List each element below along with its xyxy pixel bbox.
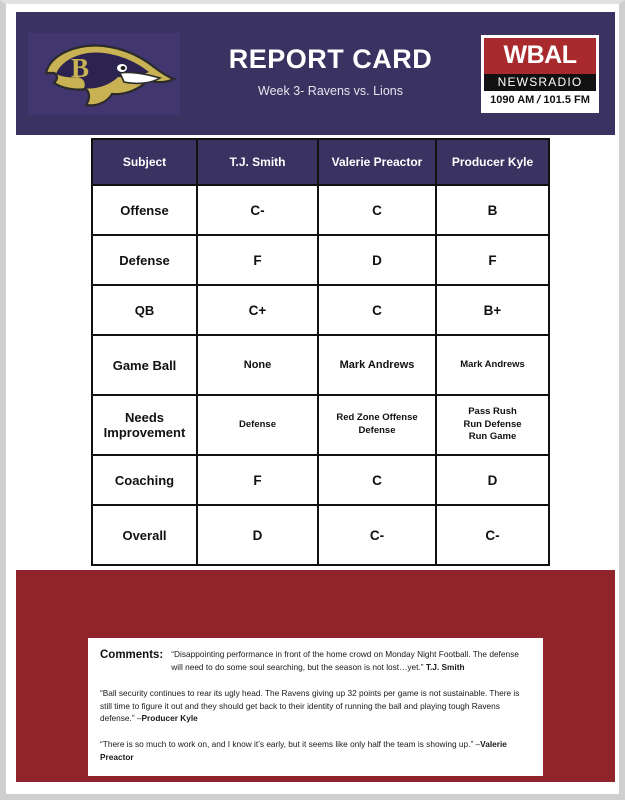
wbal-frequency-block <box>484 91 596 110</box>
grade-cell: C+ <box>197 285 318 335</box>
comment-body: “There is so much to work on, and I know it’s early, but it seems like only half the team is showing up.” – <box>100 739 481 750</box>
page-header <box>16 12 615 135</box>
grade-cell: B+ <box>436 285 549 335</box>
grade-cell: Defense <box>197 395 318 455</box>
grade-cell: C <box>318 185 436 235</box>
row-subject: Needs Improvement <box>92 395 197 455</box>
table-row <box>92 185 549 235</box>
grade-cell: Pass Rush Run Defense Run Game <box>436 395 549 455</box>
table-row <box>92 285 549 335</box>
comment-author: Producer Kyle <box>141 713 198 724</box>
row-subject: Coaching <box>92 455 197 505</box>
grade-cell: C <box>318 455 436 505</box>
wbal-format-block <box>484 74 596 91</box>
comment-primary <box>100 648 531 674</box>
wbal-logo <box>481 35 599 113</box>
grade-cell: D <box>318 235 436 285</box>
grade-cell: C- <box>197 185 318 235</box>
column-header-valerie-preactor: Valerie Preactor <box>318 139 436 185</box>
grade-cell: B <box>436 185 549 235</box>
svg-text:B: B <box>70 52 90 83</box>
wbal-call-letters: WBAL <box>503 41 577 69</box>
row-subject: QB <box>92 285 197 335</box>
grade-cell: Mark Andrews <box>318 335 436 395</box>
comment-text <box>171 648 531 674</box>
comments-band <box>16 570 615 782</box>
grade-cell: D <box>197 505 318 565</box>
row-subject: Offense <box>92 185 197 235</box>
row-subject: Overall <box>92 505 197 565</box>
grade-cell: F <box>436 235 549 285</box>
wbal-format-text: NEWSRADIO <box>497 75 583 89</box>
page-title: REPORT CARD <box>228 44 433 75</box>
comments-box <box>88 638 543 776</box>
grade-cell: Red Zone Offense Defense <box>318 395 436 455</box>
row-subject: Defense <box>92 235 197 285</box>
grade-table <box>91 138 550 566</box>
table-body <box>92 185 549 565</box>
title-block <box>180 45 481 102</box>
ravens-logo <box>28 33 180 115</box>
grade-cell: C- <box>436 505 549 565</box>
table-row <box>92 455 549 505</box>
grade-cell: D <box>436 455 549 505</box>
grade-cell: C <box>318 285 436 335</box>
comment-author: Valerie Preactor <box>100 739 507 763</box>
table-row <box>92 335 549 395</box>
grade-cell: F <box>197 455 318 505</box>
comments-label: Comments: <box>100 649 164 661</box>
wbal-separator: / <box>535 94 542 106</box>
comment-tertiary <box>100 738 531 764</box>
column-header-producer-kyle: Producer Kyle <box>436 139 549 185</box>
comment-secondary <box>100 687 531 726</box>
grade-cell: Mark Andrews <box>436 335 549 395</box>
wbal-am-frequency: 1090 AM <box>490 94 535 106</box>
wbal-callsign-block <box>484 38 596 74</box>
wbal-fm-frequency: 101.5 FM <box>543 94 590 106</box>
column-header-tj-smith: T.J. Smith <box>197 139 318 185</box>
row-subject: Game Ball <box>92 335 197 395</box>
table-row <box>92 395 549 455</box>
comment-body: “Disappointing performance in front of the home crowd on Monday Night Football. The defense will need to do some soul searching, but the season is not lost…yet.” <box>171 649 519 672</box>
table-header-row <box>92 139 549 185</box>
comment-body: “Ball security continues to rear its ugly head. The Ravens giving up 32 points per game is not sustainable. There is still time to figure it out and they should get back to their identity of running the ball and playing tough Ravens defense.” – <box>100 687 520 724</box>
grade-cell: C- <box>318 505 436 565</box>
comment-author: T.J. Smith <box>425 661 465 672</box>
grade-cell: None <box>197 335 318 395</box>
page-subtitle: Week 3- Ravens vs. Lions <box>258 83 403 98</box>
table-row <box>92 505 549 565</box>
table-row <box>92 235 549 285</box>
grade-cell: F <box>197 235 318 285</box>
column-header-subject: Subject <box>92 139 197 185</box>
